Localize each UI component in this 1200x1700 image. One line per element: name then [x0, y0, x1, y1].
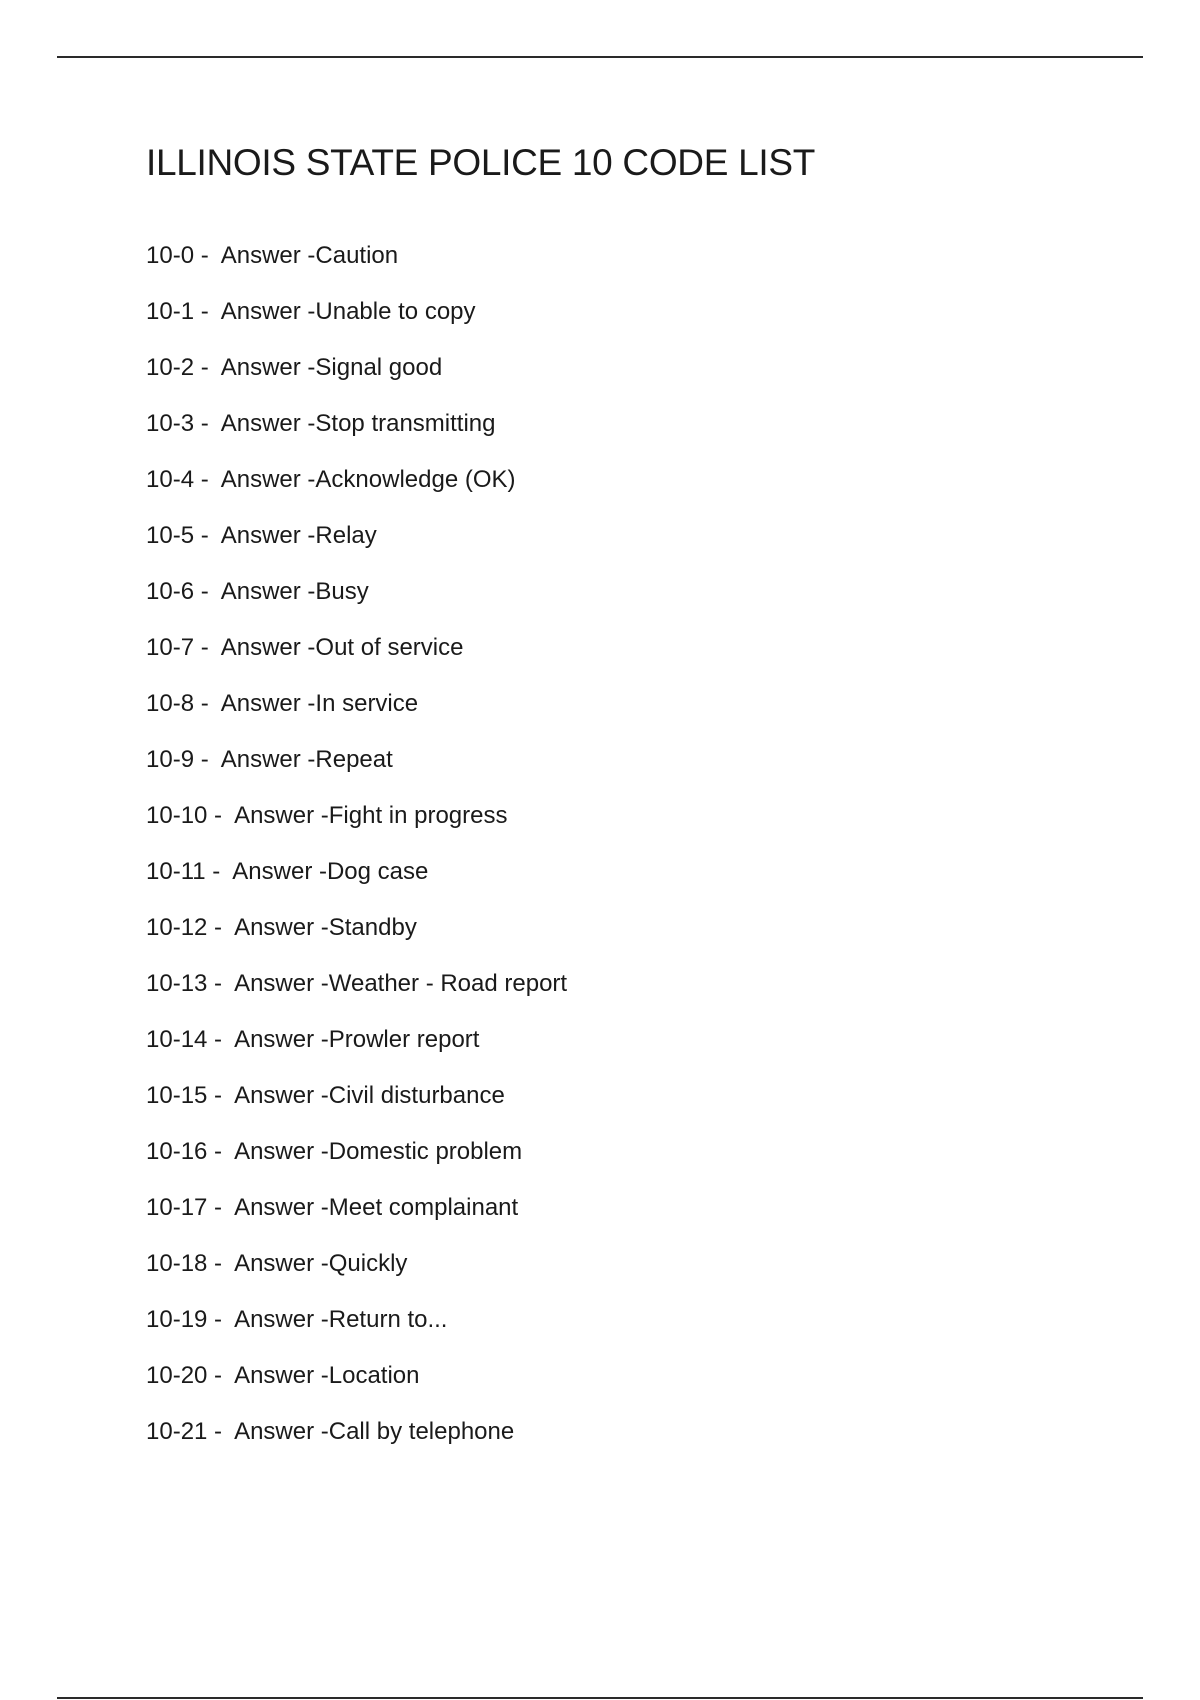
code-number: 10-20 — [146, 1362, 208, 1389]
code-number: 10-13 — [146, 970, 208, 997]
code-separator: - — [207, 1026, 235, 1053]
list-item — [146, 352, 567, 408]
code-number: 10-9 — [146, 746, 195, 773]
code-number: 10-12 — [146, 914, 208, 941]
code-separator: - — [207, 970, 235, 997]
code-answer: Answer -Acknowledge (OK) — [220, 466, 516, 493]
code-number: 10-7 — [146, 634, 195, 661]
code-number: 10-14 — [146, 1026, 208, 1053]
list-item — [146, 576, 567, 632]
code-separator: - — [194, 410, 221, 437]
code-separator: - — [194, 690, 221, 717]
code-separator: - — [194, 746, 221, 773]
code-number: 10-10 — [146, 802, 208, 829]
code-number: 10-8 — [146, 690, 195, 717]
page-title: ILLINOIS STATE POLICE 10 CODE LIST — [146, 142, 816, 183]
code-answer: Answer -In service — [220, 690, 419, 717]
code-separator: - — [207, 1082, 235, 1109]
code-number: 10-15 — [146, 1082, 208, 1109]
code-answer: Answer -Out of service — [220, 634, 464, 661]
code-number: 10-4 — [146, 466, 195, 493]
code-number: 10-11 — [146, 858, 206, 885]
list-item — [146, 240, 567, 296]
code-separator: - — [194, 242, 221, 269]
code-separator: - — [194, 466, 221, 493]
code-answer: Answer -Signal good — [220, 354, 443, 381]
code-answer: Answer -Dog case — [232, 858, 429, 885]
code-number: 10-3 — [146, 410, 195, 437]
list-item — [146, 1192, 567, 1248]
code-separator: - — [194, 634, 221, 661]
code-answer: Answer -Domestic problem — [234, 1138, 523, 1165]
code-separator: - — [194, 578, 221, 605]
code-separator: - — [194, 354, 221, 381]
list-item — [146, 1136, 567, 1192]
code-separator: - — [207, 1362, 235, 1389]
list-item — [146, 744, 567, 800]
code-number: 10-1 — [146, 298, 195, 325]
code-answer: Answer -Unable to copy — [220, 298, 476, 325]
code-answer: Answer -Repeat — [220, 746, 393, 773]
code-number: 10-16 — [146, 1138, 208, 1165]
list-item — [146, 296, 567, 352]
code-answer: Answer -Caution — [220, 242, 399, 269]
code-answer: Answer -Return to... — [234, 1306, 448, 1333]
code-number: 10-19 — [146, 1306, 208, 1333]
list-item — [146, 912, 567, 968]
code-answer: Answer -Civil disturbance — [234, 1082, 505, 1109]
bottom-rule — [57, 1697, 1143, 1699]
top-rule — [57, 56, 1143, 58]
code-number: 10-18 — [146, 1250, 208, 1277]
code-separator: - — [207, 1250, 235, 1277]
list-item — [146, 1416, 567, 1472]
code-answer: Answer -Stop transmitting — [220, 410, 496, 437]
code-number: 10-0 — [146, 242, 195, 269]
code-separator: - — [207, 1306, 235, 1333]
code-number: 10-17 — [146, 1194, 208, 1221]
list-item — [146, 1248, 567, 1304]
code-separator: - — [207, 1194, 235, 1221]
code-answer: Answer -Standby — [234, 914, 417, 941]
code-number: 10-2 — [146, 354, 195, 381]
list-item — [146, 408, 567, 464]
code-answer: Answer -Quickly — [234, 1250, 408, 1277]
code-answer: Answer -Prowler report — [234, 1026, 480, 1053]
code-separator: - — [194, 298, 221, 325]
code-answer: Answer -Busy — [220, 578, 369, 605]
list-item — [146, 632, 567, 688]
list-item — [146, 1304, 567, 1360]
code-number: 10-21 — [146, 1418, 208, 1445]
list-item — [146, 464, 567, 520]
code-answer: Answer -Fight in progress — [234, 802, 508, 829]
code-separator: - — [194, 522, 221, 549]
code-separator: - — [207, 914, 235, 941]
code-answer: Answer -Meet complainant — [234, 1194, 519, 1221]
list-item — [146, 1080, 567, 1136]
list-item — [146, 856, 567, 912]
list-item — [146, 1024, 567, 1080]
code-separator: - — [207, 1418, 235, 1445]
code-separator: - — [205, 858, 233, 885]
code-answer: Answer -Location — [234, 1362, 420, 1389]
list-item — [146, 968, 567, 1024]
code-list — [146, 240, 567, 1472]
list-item — [146, 688, 567, 744]
code-answer: Answer -Weather - Road report — [234, 970, 568, 997]
code-separator: - — [207, 1138, 235, 1165]
code-answer: Answer -Relay — [220, 522, 377, 549]
list-item — [146, 1360, 567, 1416]
code-number: 10-5 — [146, 522, 195, 549]
code-number: 10-6 — [146, 578, 195, 605]
code-answer: Answer -Call by telephone — [234, 1418, 515, 1445]
code-separator: - — [207, 802, 235, 829]
list-item — [146, 520, 567, 576]
list-item — [146, 800, 567, 856]
